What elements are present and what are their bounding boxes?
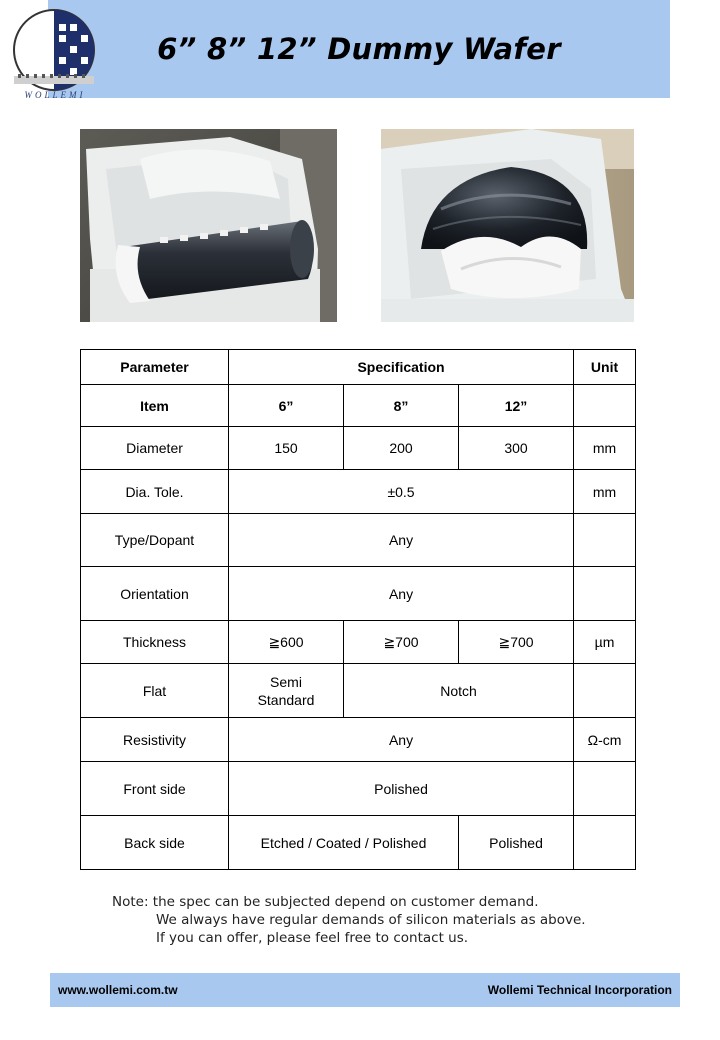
row-label-thickness: Thickness [81,621,229,664]
diameter-8: 200 [344,427,459,470]
row-label-back-side: Back side [81,816,229,870]
spec-table [80,349,636,870]
row-label-resistivity: Resistivity [81,718,229,762]
footer-website: www.wollemi.com.tw [58,983,178,997]
thickness-6: ≧600 [229,621,344,664]
footer-company: Wollemi Technical Incorporation [487,983,672,997]
size-6-label: 6” [229,385,344,427]
back-side-12: Polished [459,816,574,870]
row-label-front-side: Front side [81,762,229,816]
note-line-2: We always have regular demands of silicon materials as above. [156,912,586,928]
table-row-front-side [81,762,636,816]
customer-note [112,893,586,947]
front-side-unit [574,762,636,816]
unit-cell [574,385,636,427]
table-row-type-dopant [81,514,636,567]
row-label-diameter: Diameter [81,427,229,470]
dia-tole-unit: mm [574,470,636,514]
page-title: 6” 8” 12” Dummy Wafer [157,32,561,66]
row-label-dia-tole: Dia. Tole. [81,470,229,514]
type-dopant-value: Any [229,514,574,567]
resistivity-unit: Ω-cm [574,718,636,762]
front-side-value: Polished [229,762,574,816]
wafer-box-photo-right [381,129,634,322]
col-header-parameter: Parameter [81,350,229,385]
flat-unit [574,664,636,718]
logo-wordmark: WOLLEMI [24,90,86,100]
table-row-item [81,385,636,427]
diameter-12: 300 [459,427,574,470]
note-line-3: If you can offer, please feel free to contact us. [156,930,469,946]
table-row-thickness [81,621,636,664]
col-header-unit: Unit [574,350,636,385]
size-8-label: 8” [344,385,459,427]
dia-tole-value: ±0.5 [229,470,574,514]
table-row-orientation [81,567,636,621]
orientation-value: Any [229,567,574,621]
diameter-6: 150 [229,427,344,470]
wafer-box-photo-left [80,129,337,322]
note-line-1: Note: the spec can be subjected depend on customer demand. [112,894,539,910]
orientation-unit [574,567,636,621]
back-side-6-8: Etched / Coated / Polished [229,816,459,870]
thickness-8: ≧700 [344,621,459,664]
row-label-type-dopant: Type/Dopant [81,514,229,567]
back-side-unit [574,816,636,870]
row-label-orientation: Orientation [81,567,229,621]
row-label-flat: Flat [81,664,229,718]
type-dopant-unit [574,514,636,567]
table-row-flat [81,664,636,718]
table-row-header [81,350,636,385]
resistivity-value: Any [229,718,574,762]
thickness-unit: µm [574,621,636,664]
flat-6: Semi Standard [229,664,344,718]
flat-8-12: Notch [344,664,574,718]
row-label-item: Item [81,385,229,427]
diameter-unit: mm [574,427,636,470]
thickness-12: ≧700 [459,621,574,664]
col-header-specification: Specification [229,350,574,385]
table-row-resistivity [81,718,636,762]
table-row-diameter [81,427,636,470]
size-12-label: 12” [459,385,574,427]
table-row-back-side [81,816,636,870]
table-row-dia-tole [81,470,636,514]
